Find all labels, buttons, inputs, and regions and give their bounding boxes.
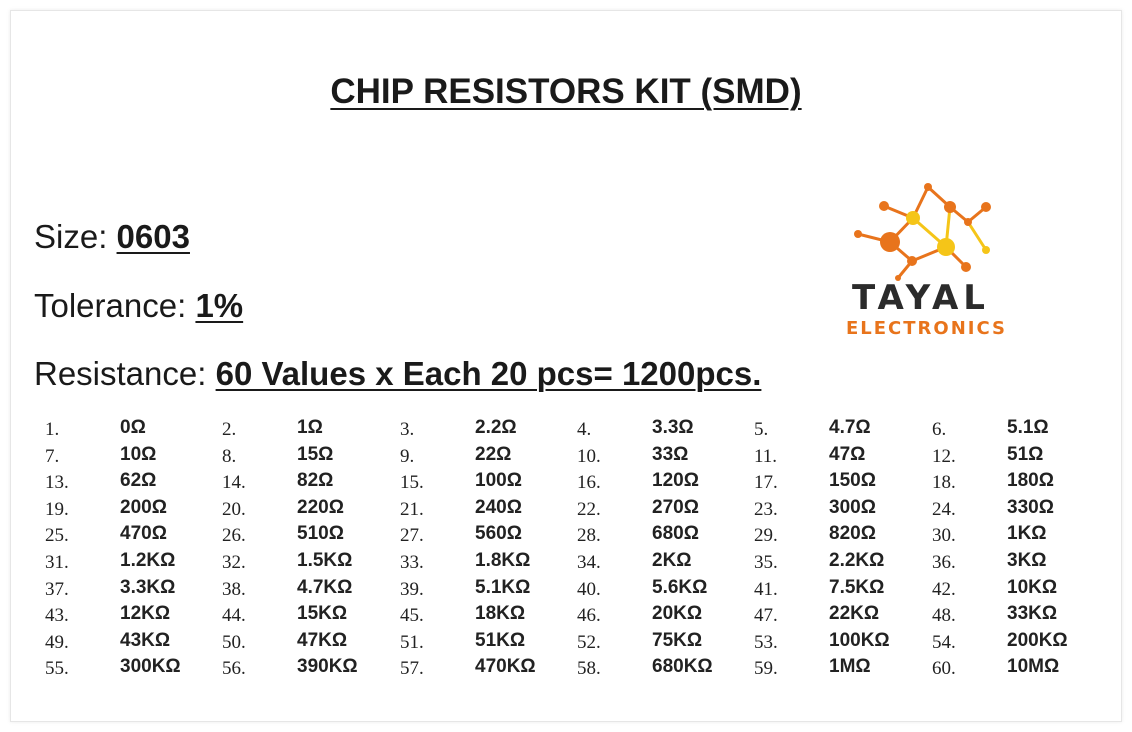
entry-number: 60. [932,658,956,680]
tolerance-value: 1% [195,287,244,324]
entry-number: 26. [222,525,246,547]
entry-resistance: 180Ω [1007,470,1054,492]
entry-resistance: 15Ω [297,443,334,465]
values-row [45,549,1125,576]
resistor-entry [222,602,399,628]
entry-number: 16. [577,472,601,494]
entry-resistance: 47Ω [829,443,866,465]
resistor-entry [222,655,399,681]
resistor-entry [754,443,931,469]
entry-number: 30. [932,525,956,547]
entry-number: 53. [754,631,778,653]
title-text: CHIP RESISTORS KIT (SMD) [330,72,802,111]
entry-resistance: 200KΩ [1007,629,1068,651]
resistor-entry [45,496,222,522]
entry-resistance: 300KΩ [120,656,181,678]
entry-number: 2. [222,419,237,440]
values-row [45,469,1125,496]
size-value: 0603 [116,218,190,255]
values-row [45,655,1125,682]
entry-resistance: 51KΩ [475,629,526,651]
entry-resistance: 1.5KΩ [297,549,353,571]
resistor-entry [754,469,931,495]
entry-resistance: 62Ω [120,470,157,492]
resistor-entry [222,576,399,602]
entry-number: 15. [400,472,424,494]
entry-number: 19. [45,498,69,520]
entry-resistance: 3KΩ [1007,549,1047,571]
entry-number: 32. [222,551,246,573]
logo-subtitle: ELECTRONICS [846,318,1007,339]
entry-number: 59. [754,658,778,680]
entry-resistance: 680Ω [652,523,699,545]
resistor-entry [754,416,931,442]
resistor-entry [400,522,577,548]
spec-size [34,218,190,256]
resistor-entry [754,655,931,681]
resistor-entry [400,655,577,681]
resistor-entry [222,549,399,575]
entry-number: 39. [400,578,424,600]
entry-number: 57. [400,658,424,680]
values-row [45,496,1125,523]
entry-number: 23. [754,498,778,520]
entry-resistance: 1.8KΩ [475,549,531,571]
entry-number: 55. [45,658,69,680]
entry-number: 37. [45,578,69,600]
entry-resistance: 4.7Ω [829,417,871,438]
resistor-entry [45,549,222,575]
entry-resistance: 7.5KΩ [829,576,885,598]
resistor-entry [400,469,577,495]
entry-resistance: 470Ω [120,523,167,545]
entry-resistance: 15KΩ [297,603,348,625]
entry-resistance: 3.3KΩ [120,576,176,598]
entry-resistance: 2.2Ω [475,417,517,438]
entry-resistance: 1MΩ [829,656,871,678]
resistor-entry [932,496,1109,522]
entry-resistance: 12KΩ [120,603,171,625]
entry-resistance: 33KΩ [1007,603,1058,625]
entry-resistance: 680KΩ [652,656,713,678]
resistor-entry [222,469,399,495]
entry-resistance: 240Ω [475,496,522,518]
resistor-entry [577,522,754,548]
resistor-entry [577,416,754,442]
resistor-entry [222,416,399,442]
entry-resistance: 1.2KΩ [120,549,176,571]
entry-number: 21. [400,498,424,520]
entry-number: 24. [932,498,956,520]
entry-number: 41. [754,578,778,600]
resistor-entry [577,602,754,628]
resistor-entry [932,655,1109,681]
entry-number: 44. [222,605,246,627]
entry-resistance: 4.7KΩ [297,576,353,598]
entry-resistance: 5.1KΩ [475,576,531,598]
resistor-entry [754,629,931,655]
resistor-entry [932,469,1109,495]
resistor-entry [222,629,399,655]
resistor-entry [754,576,931,602]
resistor-entry [45,416,222,442]
resistor-entry [577,496,754,522]
values-row [45,629,1125,656]
entry-resistance: 10Ω [120,443,157,465]
entry-number: 51. [400,631,424,653]
entry-number: 46. [577,605,601,627]
entry-resistance: 47KΩ [297,629,348,651]
resistance-value: 60 Values x Each 20 pcs= 1200pcs. [215,355,762,392]
entry-resistance: 51Ω [1007,443,1044,465]
entry-number: 27. [400,525,424,547]
values-row [45,416,1125,443]
entry-resistance: 20KΩ [652,603,703,625]
entry-number: 48. [932,605,956,627]
entry-number: 42. [932,578,956,600]
entry-number: 49. [45,631,69,653]
resistor-entry [45,522,222,548]
entry-resistance: 1KΩ [1007,523,1047,545]
resistor-values-grid [45,416,1125,682]
entry-resistance: 270Ω [652,496,699,518]
entry-number: 17. [754,472,778,494]
resistor-entry [577,469,754,495]
resistor-entry [932,443,1109,469]
resistor-entry [577,629,754,655]
entry-resistance: 2KΩ [652,549,692,571]
entry-resistance: 0Ω [120,417,146,438]
entry-resistance: 150Ω [829,470,876,492]
entry-number: 10. [577,445,601,467]
entry-number: 52. [577,631,601,653]
entry-resistance: 100KΩ [829,629,890,651]
entry-resistance: 120Ω [652,470,699,492]
entry-number: 6. [932,419,947,440]
entry-number: 36. [932,551,956,573]
resistor-entry [45,629,222,655]
entry-resistance: 330Ω [1007,496,1054,518]
entry-number: 34. [577,551,601,573]
entry-resistance: 2.2KΩ [829,549,885,571]
resistor-entry [45,443,222,469]
entry-number: 47. [754,605,778,627]
resistor-entry [400,549,577,575]
spec-tolerance [34,287,243,325]
entry-number: 13. [45,472,69,494]
resistor-entry [222,443,399,469]
entry-number: 43. [45,605,69,627]
entry-resistance: 10MΩ [1007,656,1060,678]
entry-number: 4. [577,419,592,440]
entry-number: 29. [754,525,778,547]
resistor-entry [400,629,577,655]
entry-resistance: 33Ω [652,443,689,465]
entry-number: 31. [45,551,69,573]
entry-resistance: 300Ω [829,496,876,518]
entry-resistance: 100Ω [475,470,522,492]
spec-resistance [34,355,761,393]
entry-number: 14. [222,472,246,494]
entry-resistance: 510Ω [297,523,344,545]
entry-number: 1. [45,419,60,440]
entry-number: 28. [577,525,601,547]
resistor-entry [400,443,577,469]
values-row [45,522,1125,549]
resistor-entry [754,602,931,628]
entry-resistance: 820Ω [829,523,876,545]
entry-number: 25. [45,525,69,547]
entry-resistance: 3.3Ω [652,417,694,438]
entry-number: 9. [400,445,415,467]
entry-number: 33. [400,551,424,573]
size-label: Size: [34,218,117,255]
resistor-entry [400,496,577,522]
resistor-entry [45,576,222,602]
entry-number: 45. [400,605,424,627]
entry-resistance: 470KΩ [475,656,536,678]
entry-number: 18. [932,472,956,494]
entry-number: 56. [222,658,246,680]
entry-number: 54. [932,631,956,653]
resistor-entry [932,549,1109,575]
resistor-entry [932,522,1109,548]
page-title [0,72,1132,112]
resistor-entry [45,602,222,628]
entry-resistance: 43KΩ [120,629,171,651]
resistance-label: Resistance: [34,355,216,392]
resistor-entry [577,576,754,602]
entry-number: 35. [754,551,778,573]
entry-number: 3. [400,419,415,440]
resistor-entry [400,416,577,442]
logo-name: TAYAL [852,278,990,318]
resistor-entry [577,443,754,469]
entry-resistance: 5.1Ω [1007,417,1049,438]
entry-number: 8. [222,445,237,467]
entry-resistance: 200Ω [120,496,167,518]
entry-resistance: 22KΩ [829,603,880,625]
resistor-entry [932,576,1109,602]
entry-number: 40. [577,578,601,600]
values-row [45,602,1125,629]
resistor-entry [400,602,577,628]
resistor-entry [932,629,1109,655]
entry-number: 12. [932,445,956,467]
resistor-entry [222,522,399,548]
entry-resistance: 390KΩ [297,656,358,678]
resistor-entry [754,496,931,522]
entry-resistance: 82Ω [297,470,334,492]
resistor-entry [754,549,931,575]
resistor-entry [45,469,222,495]
resistor-entry [932,602,1109,628]
resistor-entry [754,522,931,548]
values-row [45,576,1125,603]
resistor-entry [222,496,399,522]
resistor-entry [932,416,1109,442]
resistor-entry [577,655,754,681]
tolerance-label: Tolerance: [34,287,196,324]
entry-number: 22. [577,498,601,520]
entry-resistance: 560Ω [475,523,522,545]
entry-resistance: 22Ω [475,443,512,465]
resistor-entry [577,549,754,575]
entry-resistance: 10KΩ [1007,576,1058,598]
entry-number: 38. [222,578,246,600]
entry-number: 58. [577,658,601,680]
entry-number: 11. [754,445,778,467]
entry-resistance: 75KΩ [652,629,703,651]
entry-resistance: 5.6KΩ [652,576,708,598]
resistor-entry [400,576,577,602]
entry-resistance: 220Ω [297,496,344,518]
values-row [45,443,1125,470]
entry-number: 7. [45,445,60,467]
entry-resistance: 1Ω [297,417,323,438]
entry-number: 50. [222,631,246,653]
resistor-entry [45,655,222,681]
entry-number: 5. [754,419,769,440]
entry-number: 20. [222,498,246,520]
entry-resistance: 18KΩ [475,603,526,625]
